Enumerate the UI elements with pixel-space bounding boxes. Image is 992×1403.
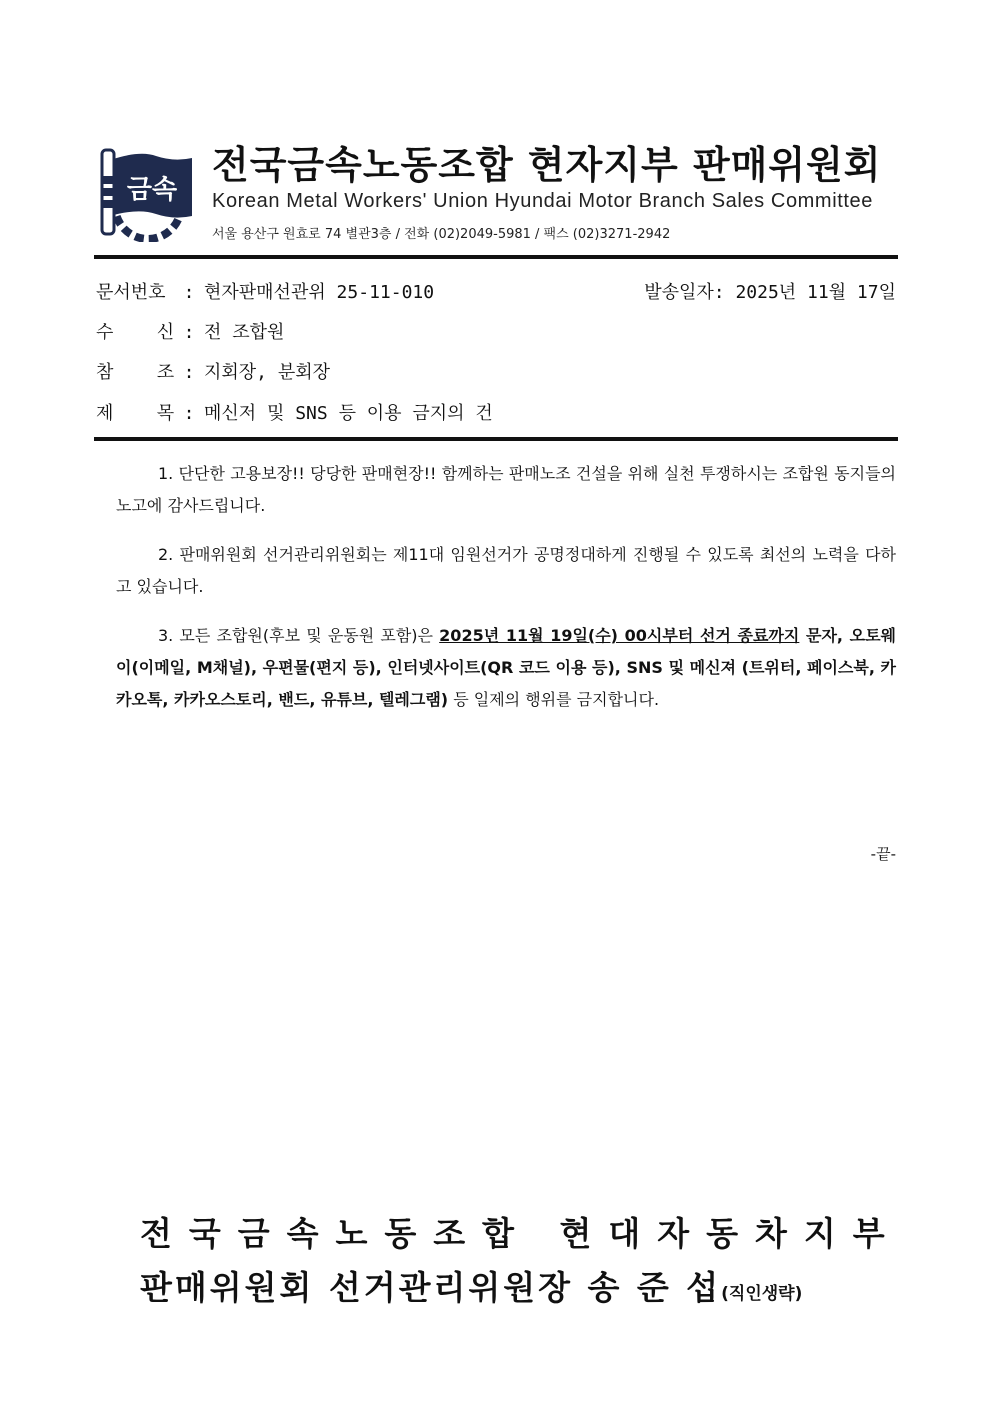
paragraph-1-text: 1. 단단한 고용보장!! 당당한 판매현장!! 함께하는 판매노조 건설을 위해 실천 투쟁하시는 조합원 동지들의 노고에 감사드립니다. — [116, 464, 896, 515]
signature-organization: 전국금속노동조합 현대자동차지부 — [140, 1214, 902, 1253]
paragraph-3-period: 2025년 11월 19일(수) 00시부터 선거 종료까지 — [439, 626, 800, 645]
colon: : — [183, 362, 195, 383]
signature-chair-name: 판매위원회 선거관리위원장 송 준 섭 — [140, 1268, 722, 1307]
signature-chair — [140, 1262, 802, 1309]
colon: : — [183, 322, 195, 343]
paragraph-1 — [116, 458, 896, 522]
paragraph-3-prohibited-means: 문자, 오토웨이(이메일, M채널), 우편물(편지 등), 인터넷사이트(QR 코드 이용 등), SNS 및 메신져 (트위터, 페이스북, 카카오톡, 카카오스토리, 밴드, 유튜브, 텔레그램) — [116, 626, 897, 709]
subject-row — [96, 399, 896, 429]
end-mark: -끝- — [870, 845, 896, 863]
issue-date-label: 발송일자: — [644, 282, 725, 303]
seal-omitted-note: (직인생략) — [721, 1284, 803, 1304]
organization-address: 서울 용산구 원효로 74 별관3층 / 전화 (02)2049-5981 / 팩스 (02)3271-2942 — [212, 227, 671, 242]
paragraph-2 — [116, 539, 896, 603]
union-logo — [96, 146, 196, 242]
meta-rule — [94, 437, 898, 441]
paragraph-3 — [116, 620, 896, 716]
header-rule — [94, 255, 898, 259]
paragraph-3-end: 등 일제의 행위를 금지합니다. — [448, 690, 660, 709]
doc-number-row — [96, 278, 896, 308]
logo-text: 금속 — [126, 175, 178, 205]
recipient: 전 조합원 — [204, 322, 285, 343]
subject-label: 제 목 — [96, 403, 175, 424]
colon: : — [183, 403, 195, 424]
doc-number: 현자판매선관위 25-11-010 — [204, 282, 435, 303]
reference: 지회장, 분회장 — [204, 362, 331, 383]
issue-date — [644, 278, 896, 304]
doc-number-label: 문서번호 — [96, 282, 166, 303]
paragraph-2-text: 2. 판매위원회 선거관리위원회는 제11대 임원선거가 공명정대하게 진행될 수 있도록 최선의 노력을 다하고 있습니다. — [116, 545, 896, 596]
organization-title: 전국금속노동조합 현자지부 판매위원회 — [212, 143, 882, 187]
subject: 메신저 및 SNS 등 이용 금지의 건 — [204, 403, 493, 424]
recipient-row — [96, 318, 896, 348]
issue-date-value: 2025년 11월 17일 — [735, 282, 896, 303]
paragraph-3-intro: 3. 모든 조합원(후보 및 운동원 포함)은 — [158, 626, 440, 645]
recipient-label: 수 신 — [96, 322, 175, 343]
reference-row — [96, 358, 896, 388]
organization-english-name: Korean Metal Workers' Union Hyundai Motor Branch Sales Committee — [212, 190, 873, 212]
colon: : — [183, 282, 195, 303]
reference-label: 참 조 — [96, 362, 175, 383]
